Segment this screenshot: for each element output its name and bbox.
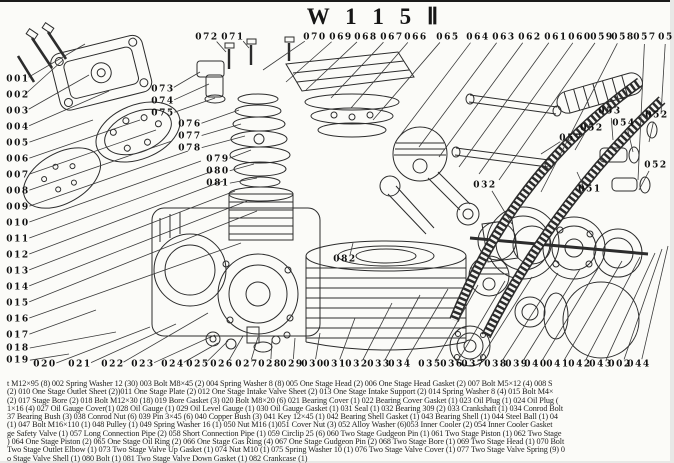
callout-035: 035 — [418, 359, 442, 370]
callout-081: 081 — [206, 178, 230, 189]
callout-005: 005 — [6, 138, 30, 149]
callout-078: 078 — [178, 143, 202, 154]
callout-027: 027 — [235, 359, 259, 370]
parts-list-line: ge Safety Valve (1) 057 Long Connection Pipe (2) 058 Short Connection Pipe (1) 059 Circlip 25 (6) 060 Two Stage Gudgeon Pin (1) 061 Two Stage Piston (1) 062 Two Stage — [7, 428, 562, 438]
callout-063: 063 — [492, 32, 516, 43]
callout-052: 052 — [644, 160, 668, 171]
callout-012: 012 — [6, 250, 30, 261]
callout-073: 073 — [151, 84, 175, 95]
callout-076: 076 — [178, 119, 202, 130]
callout-014: 014 — [6, 282, 30, 293]
callout-072: 072 — [195, 32, 219, 43]
callout-05: 05 — [658, 32, 674, 43]
callout-075: 075 — [151, 108, 175, 119]
callout-071: 071 — [221, 32, 245, 43]
parts-list-line: 37 Bearing Bush (3) 038 Conrod Nut (6) 039 Pin 3×45 (6) 040 Copper Bush (3) 041 Key 12×45 (1) 042 Bearing Shell Gasket (1) 043 Bearing Shell (1) 044 Steel Ball (1) 04 — [7, 412, 558, 422]
callout-023: 023 — [131, 359, 155, 370]
callout-043: 043 — [589, 359, 613, 370]
callout-041: 041 — [546, 359, 570, 370]
callout-061: 061 — [544, 32, 568, 43]
callout-044: 044 — [627, 359, 651, 370]
callout-082: 082 — [333, 254, 357, 265]
callout-022: 022 — [101, 359, 125, 370]
callout-030: 030 — [301, 359, 325, 370]
callout-010: 010 — [6, 218, 30, 229]
callout-024: 024 — [161, 359, 185, 370]
callout-064: 064 — [466, 32, 490, 43]
callout-069: 069 — [329, 32, 353, 43]
callout-034: 034 — [388, 359, 412, 370]
callout-038: 038 — [484, 359, 508, 370]
callout-020: 020 — [33, 359, 57, 370]
callout-065: 065 — [436, 32, 460, 43]
callout-051: 051 — [578, 184, 602, 195]
callout-053: 053 — [598, 106, 622, 117]
parts-list-line: 1×16 (4) 027 Oil Gauge Cover(1) 028 Oil Gauge (1) 029 Oil Level Gauge (1) 030 Oil Gauge Gasket (1) 031 Seal (1) 032 Bearing 309 (2) 033 Crankshaft (1) 034 Conrod Bolt — [7, 403, 564, 413]
callout-067: 067 — [380, 32, 404, 43]
callout-060: 060 — [568, 32, 592, 43]
callout-017: 017 — [6, 330, 30, 341]
callout-009: 009 — [6, 202, 30, 213]
parts-list-line: t M12×95 (8) 002 Spring Washer 12 (30) 003 Bolt M8×45 (2) 004 Spring Washer 8 (8) 005 One Stage Head (2) 006 One Stage Head Gasket (2) 007 Bolt M5×12 (4) 008 S — [7, 379, 553, 388]
parts-list-line: (1) 047 Bolt M16×110 (1) 048 Pulley (1) 049 Spring Washer 16 (1) 050 Nut M16 (1)051 Cover Nut (3) 052 Alloy Washer (6)053 Inner Cooler (2) 054 Inner Cooler Gasket — [7, 420, 553, 430]
callout-037: 037 — [461, 359, 485, 370]
callout-036: 036 — [440, 359, 464, 370]
callout-018: 018 — [6, 343, 30, 354]
callout-057: 057 — [633, 32, 657, 43]
callout-013: 013 — [6, 266, 30, 277]
callout-062: 062 — [518, 32, 542, 43]
callout-032: 032 — [473, 180, 497, 191]
callout-059: 059 — [590, 32, 614, 43]
callout-058: 058 — [611, 32, 635, 43]
callout-021: 021 — [68, 359, 92, 370]
callout-066: 066 — [404, 32, 428, 43]
callout-068: 068 — [354, 32, 378, 43]
callout-033: 033 — [367, 359, 391, 370]
parts-list-line: Two Stage Outlet Elbow (1) 073 Two Stage Valve Up Gasket (1) 074 Nut M10 (1) 075 Spring Washer 10 (1) 076 Two Stage Valve Cover (1) 077 Two Stage Valve Spring (9) 0 — [7, 445, 565, 455]
callout-077: 077 — [178, 131, 202, 142]
callout-054: 054 — [612, 118, 636, 129]
callout-040: 040 — [524, 359, 548, 370]
page-title: W 1 1 5 Ⅱ — [306, 4, 444, 29]
callout-001: 001 — [6, 74, 30, 85]
callout-052: 052 — [580, 123, 604, 134]
callout-031: 031 — [323, 359, 347, 370]
parts-list-line: (2) 017 Stage Bore (2) 018 Bolt M12×30 (18) 019 Bore Gasket (3) 020 Bolt M8×20 (6) 021 Bearing Cover (1) 022 Bearing Cover Gasket (1) 023 Oil Plug (1) 024 Oil Plug ( — [7, 395, 559, 405]
callout-002: 002 — [608, 359, 632, 370]
callout-015: 015 — [6, 298, 30, 309]
callout-004: 004 — [6, 122, 30, 133]
callout-074: 074 — [151, 96, 175, 107]
callout-080: 080 — [206, 166, 230, 177]
callout-019: 019 — [6, 355, 30, 366]
callout-008: 008 — [6, 186, 30, 197]
callout-002: 002 — [6, 90, 30, 101]
callout-025: 025 — [186, 359, 210, 370]
callout-070: 070 — [303, 32, 327, 43]
callout-052: 052 — [645, 110, 669, 121]
callout-006: 006 — [6, 154, 30, 165]
callout-039: 039 — [505, 359, 529, 370]
callout-028: 028 — [258, 359, 282, 370]
callout-007: 007 — [6, 170, 30, 181]
callout-016: 016 — [6, 314, 30, 325]
parts-list-line: o Stage Valve Shell (1) 080 Bolt (1) 081 Two Stage Valve Down Gasket (1) 082 Crankcase (1) — [7, 453, 308, 463]
callout-079: 079 — [206, 154, 230, 165]
parts-list-line: ) 064 One Stage Piston (2) 065 One Stage Oil Ring (2) 066 One Stage Gas Ring (4) 067 One Stage Gudgeon Pin (2) 068 Two Stage Bore (1) 069 Two Stage Head (1) 070 Bolt — [7, 437, 565, 447]
callout-026: 026 — [210, 359, 234, 370]
callout-057: 057 — [559, 133, 583, 144]
callout-003: 003 — [6, 106, 30, 117]
parts-list — [0, 380, 670, 463]
callout-011: 011 — [6, 234, 30, 245]
callout-029: 029 — [280, 359, 304, 370]
parts-list-line: (2) 010 One Stage Outlet Sheet (2))011 One Stage Plate (2) 012 One Stage Intake Valve Sheet (2) 013 One Stage Intake Support (2) 014 Spring Washer 8 (4) 015 Bolt M4× — [7, 387, 554, 397]
callout-042: 042 — [568, 359, 592, 370]
callout-032: 032 — [345, 359, 369, 370]
